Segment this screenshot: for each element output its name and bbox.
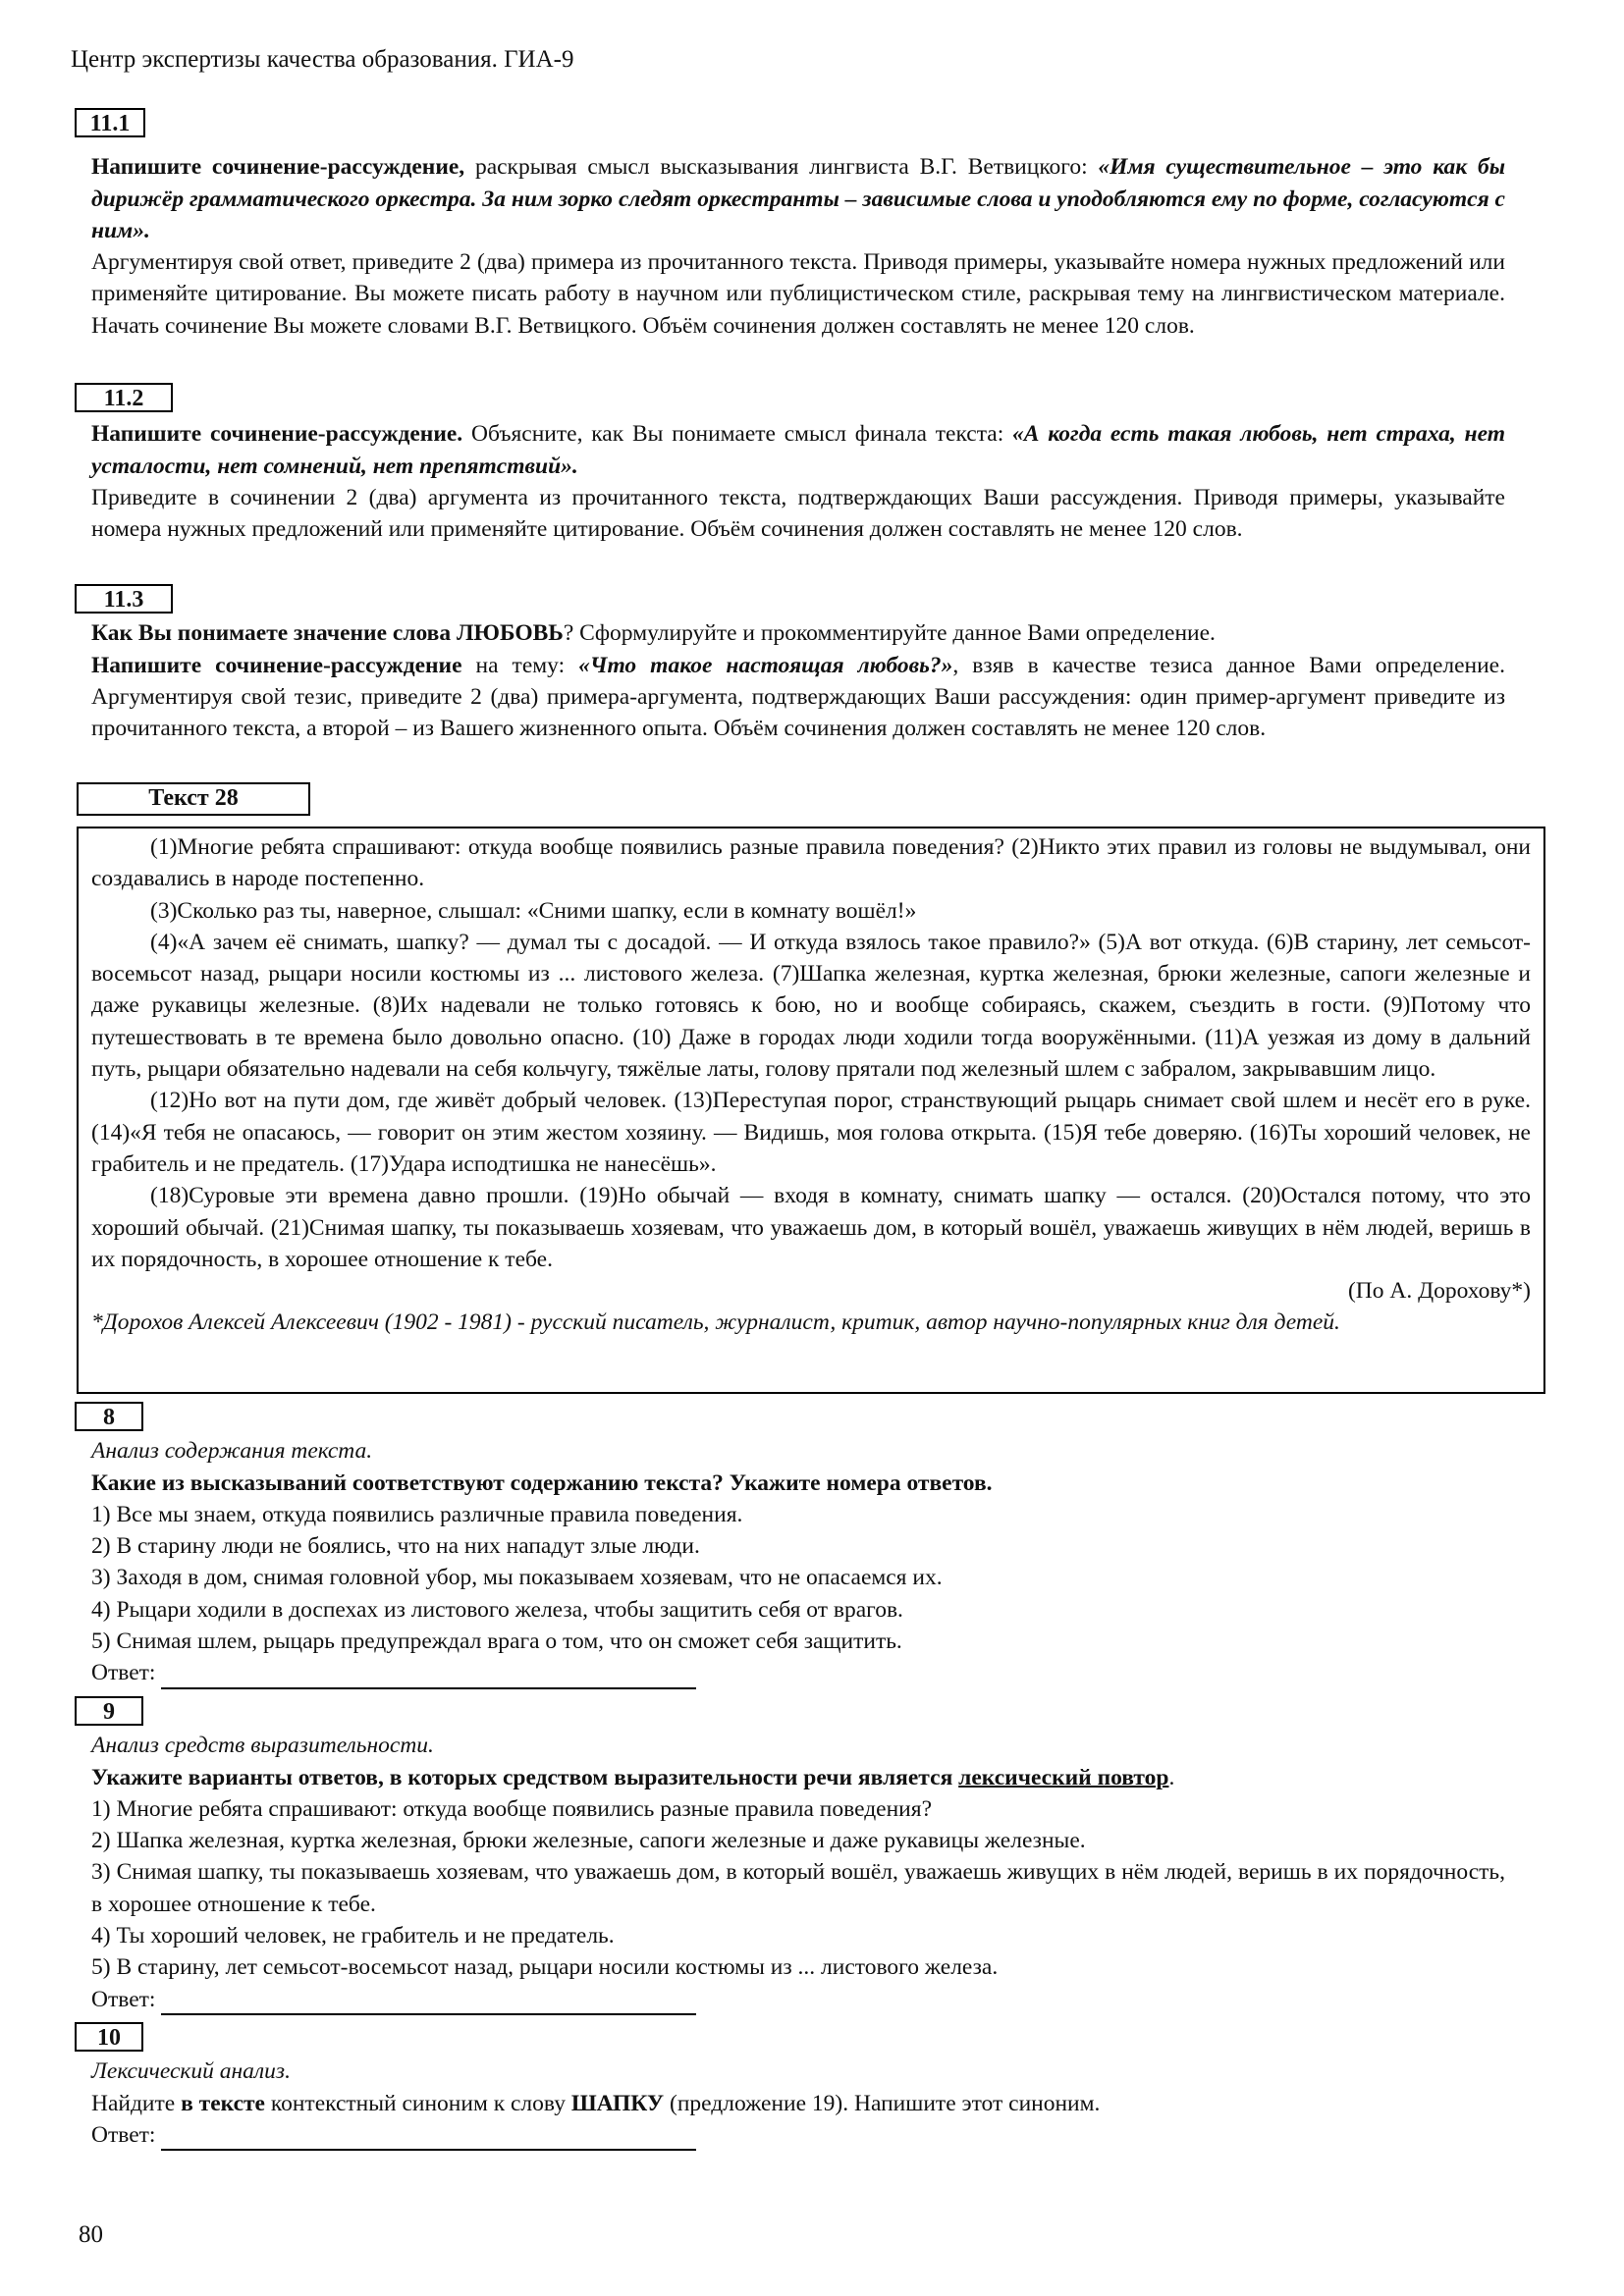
task-number-box: 11.2 [75,383,173,412]
text-paragraph: (1)Многие ребята спрашивают: откуда вообще появились разные правила поведения? (2)Никто этих правил из головы не выдумывал, они создавались в народе постепенно. [91,834,1531,892]
task-subtitle: Анализ средств выразительности. [91,1733,434,1759]
answer-row [91,1984,1505,2015]
task-11-1 [91,108,1505,342]
task-question: Какие из высказываний соответствуют содержанию текста? Укажите номера ответов. [91,1469,993,1496]
text-attribution: (По А. Дорохову*) [1347,1278,1531,1305]
task-10 [91,2022,1505,2151]
answer-option: 4) Ты хороший человек, не грабитель и не предатель. [91,1923,615,1949]
answer-option: 1) Все мы знаем, откуда появились различные правила поведения. [91,1501,743,1527]
task-9 [91,1696,1505,2015]
task-prompt [91,151,1505,246]
task-number-box: 10 [75,2022,143,2052]
answer-row [91,1657,1505,1688]
task-subtitle: Лексический анализ. [91,2058,291,2085]
text-paragraph: (12)Но вот на пути дом, где живёт добрый человек. (13)Переступая порог, странствующий рыцарь снимает свой шлем и несёт его в руке. (14)«Я тебя не опасаюсь, — говорит он этим жестом хозяину. — Видишь, моя голова открыта. (15)Я тебе доверяю. (16)Ты хороший человек, не грабитель и не предатель. (17)Удара исподтишка не нанесёшь». [91,1088,1531,1177]
task-subtitle: Анализ содержания текста. [91,1438,373,1465]
answer-option: 2) Шапка железная, куртка железная, брюки железные, сапоги железные и даже рукавицы железные. [91,1828,1086,1854]
task-number-box: 11.1 [75,108,145,137]
question-text: контекстный синоним к слову [265,2090,571,2116]
prompt-bold: Напишите сочинение-рассуждение [91,652,462,678]
answer-label: Ответ: [91,2121,156,2148]
prompt-bold: Напишите сочинение-рассуждение, [91,154,465,181]
answer-option: 2) В старину люди не боялись, что на них нападут злые люди. [91,1533,700,1560]
prompt-text: раскрывая смысл высказывания лингвиста В.Г. Ветвицкого: [464,154,1099,181]
task-question [91,1762,1505,1793]
task-8 [91,1402,1505,1689]
page-header: Центр экспертизы качества образования. ГИА-9 [71,46,574,73]
task-instructions: , взяв в качестве тезиса данное Вами определение. Аргументируя свой тезис, приведите 2 (два) примера-аргумента, подтверждающих Ваши рассуждения: один пример-аргумент приведите из прочитанного текста, а второй – из Вашего жизненного опыта. Объём сочинения должен составлять не менее 120 слов. [91,652,1505,742]
task-instructions: Приведите в сочинении 2 (два) аргумента из прочитанного текста, подтверждающих Ваши рассуждения. Приводя примеры, указывайте номера нужных предложений или применяйте цитирование. Объём сочинения должен составлять не менее 120 слов. [91,484,1505,543]
task-question [91,617,1505,649]
question-text: (предложение 19). Напишите этот синоним. [664,2090,1101,2116]
text-title-box: Текст 28 [77,782,310,816]
text-28-box [77,827,1545,1394]
task-question [91,2088,1505,2119]
task-11-3 [91,584,1505,744]
question-text: Найдите [91,2090,182,2116]
task-prompt [91,650,1505,745]
answer-option: 4) Рыцари ходили в доспехах из листового железа, чтобы защитить себя от врагов. [91,1596,903,1623]
prompt-quote: «Имя существительное – это как бы дирижёр грамматического оркестра. За ним зорко следят оркестранты – зависимые слова и уподобляются ему по форме, согласуются с ним». [91,154,1505,243]
question-end: . [1168,1764,1175,1790]
task-number-box: 9 [75,1696,143,1726]
answer-option: 3) Заходя в дом, снимая головной убор, мы показываем хозяевам, что не опасаемся их. [91,1565,943,1591]
task-number-box: 8 [75,1402,143,1431]
question-bold: Укажите варианты ответов, в которых средством выразительности речи является [91,1764,959,1790]
task-11-2 [91,383,1505,545]
question-bold: Как Вы понимаете значение слова ЛЮБОВЬ [91,620,564,647]
answer-input-line[interactable] [161,1664,696,1689]
prompt-bold: Напишите сочинение-рассуждение. [91,421,463,448]
page-number: 80 [79,2221,103,2248]
task-instructions: Аргументируя свой ответ, приведите 2 (два) примера из прочитанного текста. Приводя примеры, указывайте номера нужных предложений или применяйте цитирование. Вы можете писать работу в научном или публицистическом стиле, раскрывая тему на лингвистическом материале. Начать сочинение Вы можете словами В.Г. Ветвицкого. Объём сочинения должен составлять не менее 120 слов. [91,249,1505,339]
answer-option: 3) Снимая шапку, ты показываешь хозяевам, что уважаешь дом, в который вошёл, уважаешь живущих в нём людей, веришь в их порядочность, в хорошее отношение к тебе. [91,1859,1505,1917]
answer-option: 1) Многие ребята спрашивают: откуда вообще появились разные правила поведения? [91,1795,932,1822]
prompt-quote: «А когда есть такая любовь, нет страха, нет усталости, нет сомнений, нет препятствий». [91,421,1505,479]
answer-row [91,2119,1505,2151]
question-text: ? Сформулируйте и прокомментируйте данное Вами определение. [563,620,1216,647]
prompt-text: на тему: [461,652,579,678]
text-footnote: *Дорохов Алексей Алексеевич (1902 - 1981) - русский писатель, журналист, критик, автор научно-популярных книг для детей. [91,1309,1340,1336]
answer-option: 5) Снимая шлем, рыцарь предупреждал врага о том, что он сможет себя защитить. [91,1629,902,1655]
task-number-box: 11.3 [75,584,173,614]
answer-input-line[interactable] [161,1990,696,2015]
text-paragraph: (18)Суровые эти времена давно прошли. (19)Но обычай — входя в комнату, снимать шапку — остался. (20)Остался потому, что это хороший обычай. (21)Снимая шапку, ты показываешь хозяевам, что уважаешь дом, в который вошёл, уважаешь живущих в нём людей, веришь в их порядочность, в хорошее отношение к тебе. [91,1183,1531,1272]
answer-label: Ответ: [91,1660,156,1686]
prompt-text: Объясните, как Вы понимаете смысл финала текста: [462,421,1013,448]
question-underlined: лексический повтор [958,1764,1169,1790]
task-prompt [91,418,1505,482]
answer-option: 5) В старину, лет семьсот-восемьсот назад, рыцари носили костюмы из ... листового железа. [91,1954,999,1981]
answer-input-line[interactable] [161,2125,696,2151]
prompt-quote: «Что такое настоящая любовь?» [578,652,953,678]
text-paragraph: (4)«А зачем её снимать, шапку? — думал ты с досадой. — И откуда взялось такое правило?» (5)А вот откуда. (6)В старину, лет семьсот-восемьсот назад, рыцари носили костюмы из ... листового железа. (7)Шапка железная, куртка железная, брюки железные, сапоги железные и даже рукавицы железные. (8)Их надевали не только готовясь к бою, но и вообще собираясь, скажем, съездить в гости. (9)Потому что путешествовать в те времена было довольно опасно. (10) Даже в городах люди ходили тогда вооружёнными. (11)А уезжая из дому в дальний путь, рыцари обязательно надевали на себя кольчугу, тяжёлые латы, голову прятали под железный шлем с забралом, закрывавшим лицо. [91,929,1531,1083]
question-bold: в тексте [181,2090,265,2116]
question-bold: ШАПКУ [570,2090,665,2116]
answer-label: Ответ: [91,1986,156,2012]
text-paragraph: (3)Сколько раз ты, наверное, слышал: «Сними шапку, если в комнату вошёл!» [150,897,917,924]
